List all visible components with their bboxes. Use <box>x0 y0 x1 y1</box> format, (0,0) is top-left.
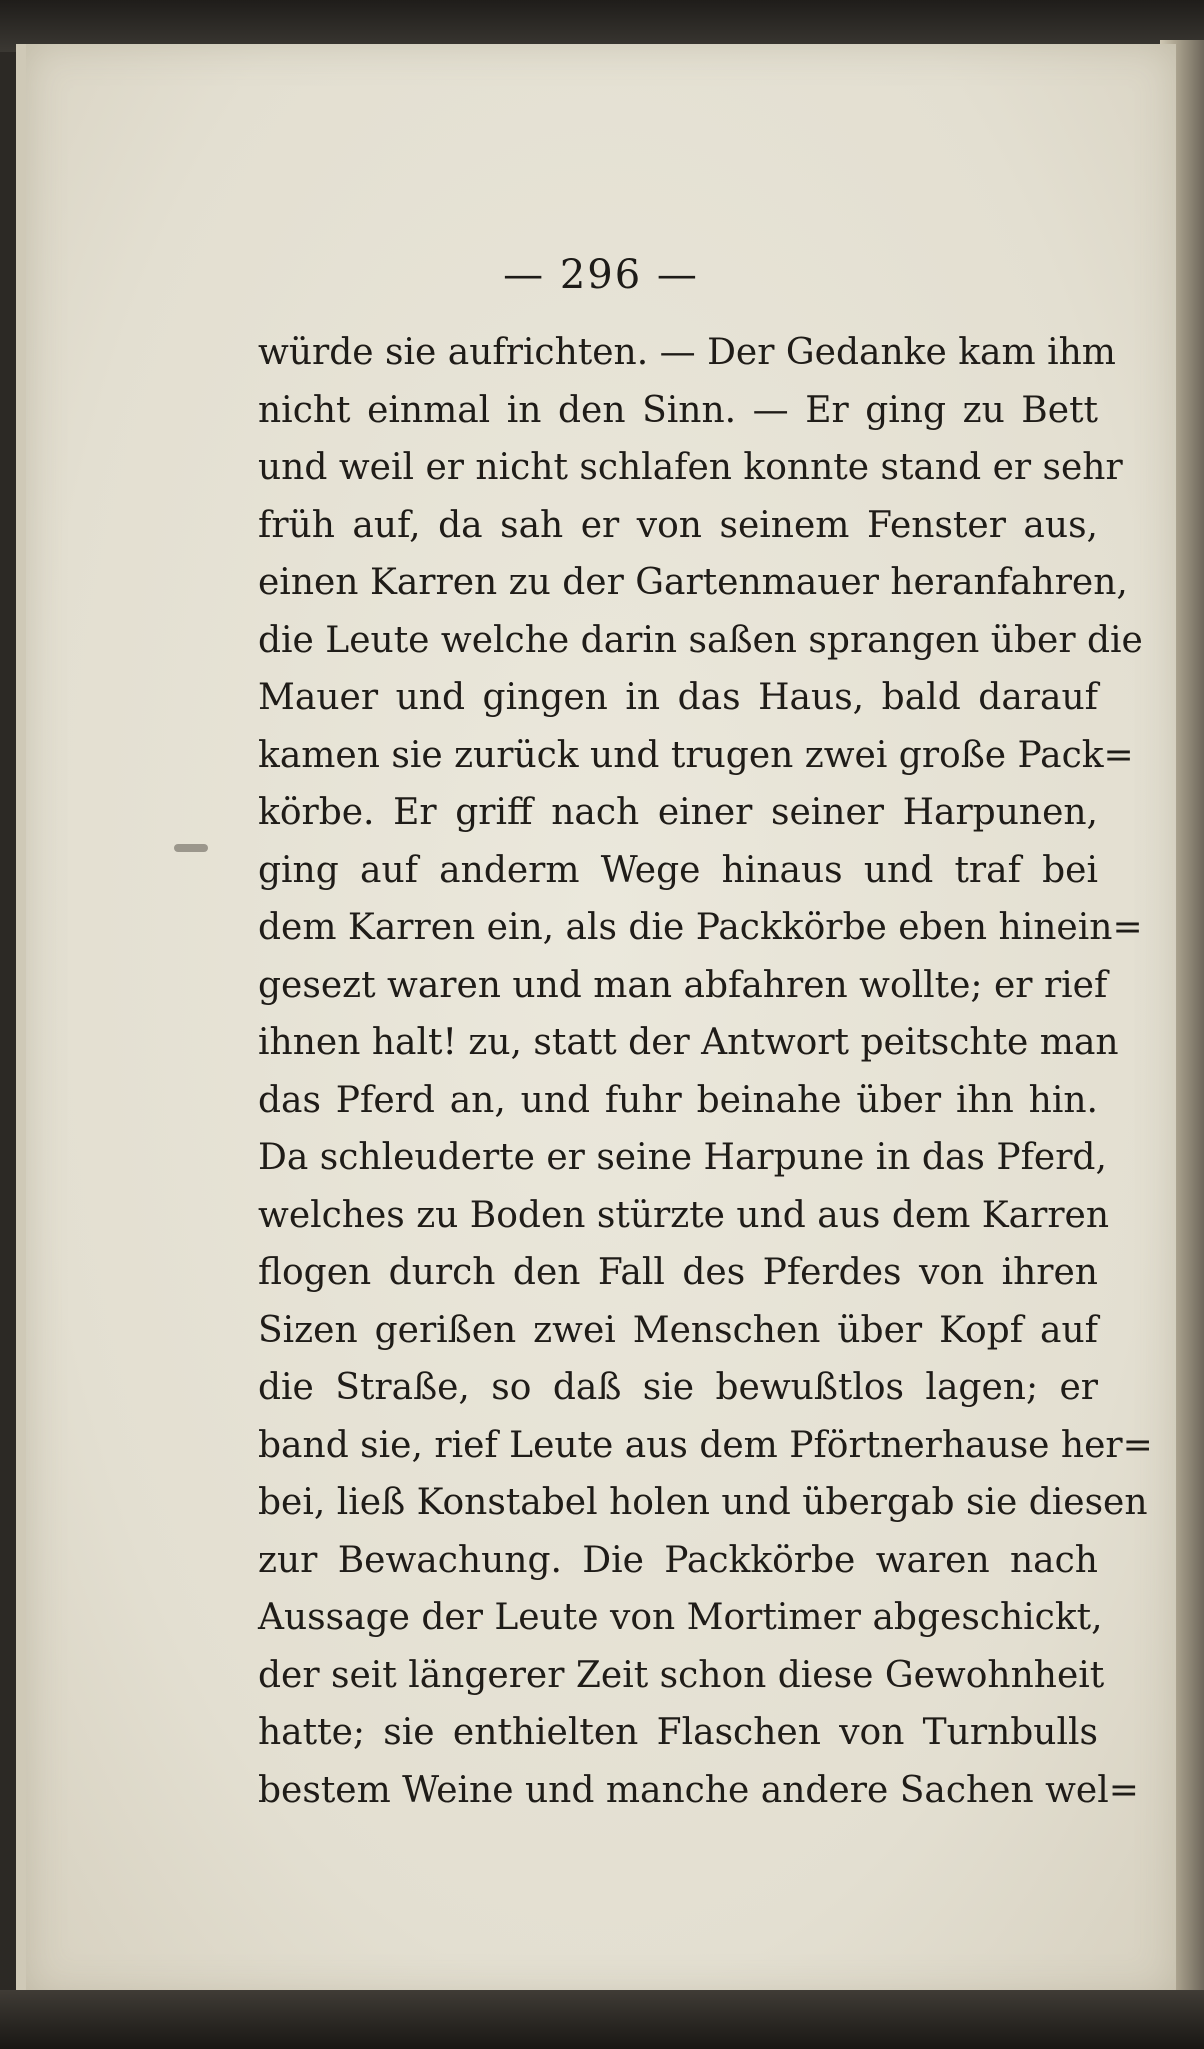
text-line: Mauer und gingen in das Haus, bald darauf <box>258 677 1098 718</box>
page-number: — 296 — <box>503 252 699 298</box>
text-line: ihnen halt! zu, statt der Antwort peitschte man <box>258 1022 1119 1063</box>
text-line: einen Karren zu der Gartenmauer heranfahren, <box>258 562 1128 603</box>
margin-mark <box>174 844 208 852</box>
text-line: die Leute welche darin saßen sprangen über die <box>258 619 1143 661</box>
text-line: band sie, rief Leute aus dem Pförtnerhause her= <box>258 1424 1153 1466</box>
text-line: der seit längerer Zeit schon diese Gewohnheit <box>258 1654 1105 1696</box>
text-line: Sizen gerißen zwei Menschen über Kopf auf <box>258 1309 1098 1351</box>
text-line: würde sie aufrichten. — Der Gedanke kam ihm <box>258 332 1116 373</box>
text-line: kamen sie zurück und trugen zwei große Pack= <box>258 734 1134 776</box>
body-text <box>258 324 1153 1819</box>
text-line: früh auf, da sah er von seinem Fenster aus, <box>258 504 1098 546</box>
text-line: zur Bewachung. Die Packkörbe waren nach <box>258 1539 1098 1581</box>
text-line: und weil er nicht schlafen konnte stand er sehr <box>258 447 1123 488</box>
text-line: Da schleuderte er seine Harpune in das Pferd, <box>258 1137 1107 1178</box>
text-line: gesezt waren und man abfahren wollte; er rief <box>258 964 1108 1006</box>
text-line: das Pferd an, und fuhr beinahe über ihn hin. <box>258 1079 1098 1121</box>
text-line: bei, ließ Konstabel holen und übergab sie diesen <box>258 1482 1148 1523</box>
text-line: dem Karren ein, als die Packkörbe eben hinein= <box>258 907 1143 948</box>
text-line: nicht einmal in den Sinn. — Er ging zu Bett <box>258 389 1098 431</box>
text-line: flogen durch den Fall des Pferdes von ihren <box>258 1252 1098 1293</box>
text-line: welches zu Boden stürzte und aus dem Karren <box>258 1194 1110 1236</box>
text-line: Aussage der Leute von Mortimer abgeschickt, <box>258 1597 1103 1638</box>
text-line: ging auf anderm Wege hinaus und traf bei <box>258 849 1098 891</box>
text-line: körbe. Er griff nach einer seiner Harpunen, <box>258 792 1098 833</box>
text-line: bestem Weine und manche andere Sachen wel= <box>258 1769 1139 1811</box>
bottom-binding-shadow <box>0 1990 1204 2049</box>
text-line: hatte; sie enthielten Flaschen von Turnbulls <box>258 1712 1098 1753</box>
paper-page <box>16 44 1176 1996</box>
text-line: die Straße, so daß sie bewußtlos lagen; er <box>258 1367 1098 1408</box>
